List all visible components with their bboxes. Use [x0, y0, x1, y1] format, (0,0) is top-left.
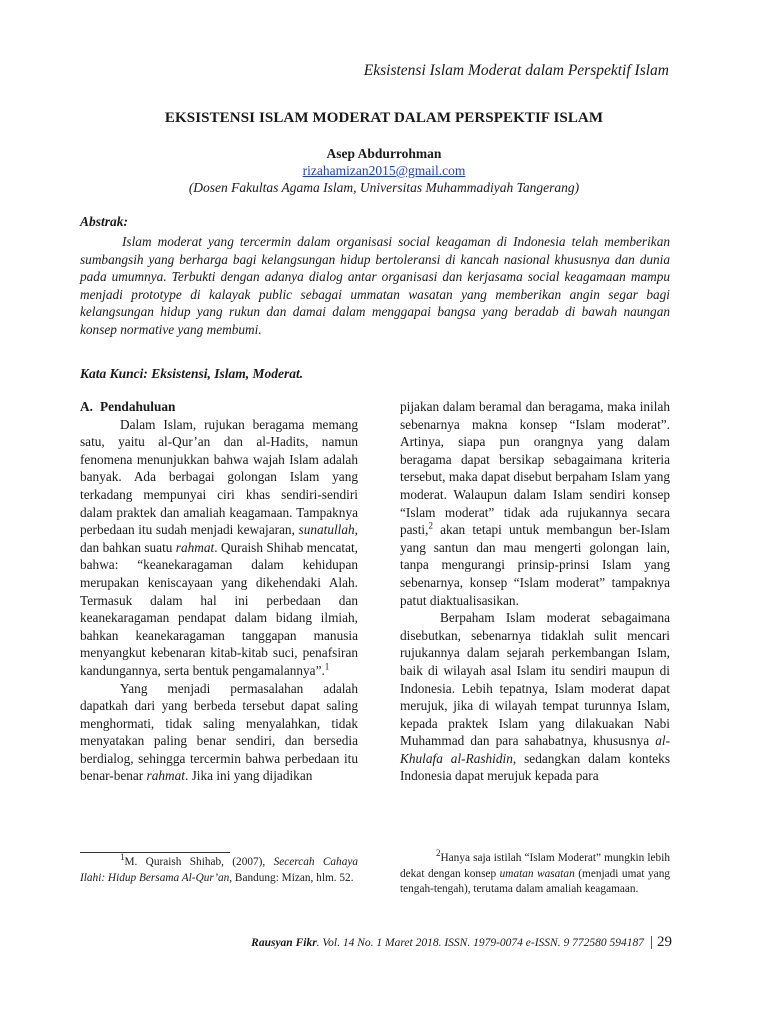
author-name: Asep Abdurrohman — [326, 146, 442, 161]
page-footer — [251, 934, 672, 951]
footnote-number: 2 — [436, 848, 441, 859]
paper-title: EKSISTENSI ISLAM MODERAT DALAM PERSPEKTIF ISLAM — [164, 110, 604, 126]
author-affiliation: (Dosen Fakultas Agama Islam, Universitas Muhammadiyah Tangerang) — [188, 180, 580, 195]
journal-name: Rausyan Fikr — [251, 937, 317, 949]
abstract-text: Islam moderat yang tercermin dalam organisasi social keagaman di Indonesia telah memberikan sumbangsih yang berharga bagi kelangsungan hidup bertoleransi di kancah nasional khususnya dan dunia pada umumnya. Terbukti dengan adanya dialog antar organisasi dan kerjasama social keagamaan mampu menjadi prototype di kalayak public sebagai ummatan wasatan yang memberikan angin segar bagi kelangsungan hidup yang rukun dan damai dalam menggapai bangsa yang beradab di bawah naungan konsep normative yang membumi. — [80, 234, 670, 337]
text-span: , Bandung: Mizan, hlm. 52. — [229, 871, 354, 884]
italic-term: al-Khulafa al-Rashidin — [400, 733, 671, 766]
text-span: , dan bahkan suatu — [80, 522, 358, 555]
footnote-number: 1 — [120, 852, 125, 863]
italic-term: rahmat — [175, 539, 215, 555]
footnote-ref[interactable]: 2 — [428, 520, 433, 531]
author-email — [0, 163, 768, 179]
footnote-divider — [80, 852, 230, 853]
section-heading — [80, 398, 358, 416]
footnote-1 — [80, 852, 358, 886]
text-span: Hanya saja istilah “Islam Moderat” mungkin lebih dekat dengan konsep — [400, 852, 670, 880]
paragraph — [400, 609, 670, 785]
italic-term: rahmat — [146, 768, 185, 784]
italic-term: umatan wasatan — [499, 867, 575, 880]
footer-separator: | — [649, 934, 653, 950]
text-span: . Jika ini yang dijadikan — [184, 768, 313, 784]
text-span: , sedangkan dalam konteks Indonesia dapat merujuk kepada para — [400, 750, 670, 784]
section-number: A. — [80, 399, 93, 414]
page-number: 29 — [657, 934, 672, 950]
text-span: Dalam Islam, rujukan beragama memang satu, yaitu al-Qur’an dan al-Hadits, namun fenomena menunjukkan bahwa wajah Islam adalah banyak. Ada berbagai golongan Islam yang terkadang mempunyai ciri khas sendiri-sendiri dalam praktek dan amaliah keagamaan. Tampaknya perbedaan itu sudah menjadi kewajaran, — [80, 416, 358, 538]
paragraph — [400, 398, 670, 609]
section-title: Pendahuluan — [100, 399, 176, 414]
journal-details: . Vol. 14 No. 1 Maret 2018. ISSN. 1979-0074 e-ISSN. 9 772580 594187 — [316, 937, 644, 949]
text-span: (menjadi umat yang tengah-tengah), terutama dalam amaliah keagamaan. — [400, 867, 670, 895]
italic-term: sunatullah — [298, 522, 355, 538]
text-span: Yang menjadi permasalahan adalah dapatkah dari yang berbeda tersebut dapat saling menghormati, tidak saling menyalahkan, tidak menyatakan paling benar sendiri, dan bersedia berdialog, sehingga tercermin bahwa perbedaan itu benar-benar — [80, 680, 358, 784]
paragraph — [80, 680, 358, 786]
text-span: M. Quraish Shihab, (2007), — [124, 856, 266, 868]
right-column — [400, 398, 670, 785]
email-link[interactable]: rizahamizan2015@gmail.com — [302, 163, 466, 178]
text-span: Berpaham Islam moderat sebagaimana disebutkan, sebenarnya tidaklah sulit mencari rujukannya dalam sejarah perkembangan Islam, baik di wilayah asal Islam itu sendiri maupun di Indonesia. Lebih tepatnya, Islam moderat dapat merujuk, jika di wilayah tempat turunnya Islam, kepada praktek Islam yang dilakuakan Nabi Muhammad dan para sahabatnya, khususnya — [400, 610, 670, 749]
keywords: Kata Kunci: Eksistensi, Islam, Moderat. — [80, 366, 304, 381]
footnote-ref[interactable]: 1 — [324, 661, 330, 672]
text-span: akan tetapi untuk membangun ber-Islam yang santun dan mau mengerti golongan lain, tanpa mengurangi prinsip-prinsi Islam yang sebenarnya, konsep “Islam moderat” tampaknya patut diaktualisasikan. — [400, 522, 670, 608]
italic-term: Secercah Cahaya Ilahi: Hidup Bersama Al-Qur’an — [80, 856, 358, 884]
abstract-label: Abstrak: — [80, 214, 129, 229]
running-head: Eksistensi Islam Moderat dalam Perspektif Islam — [363, 62, 669, 79]
left-column — [80, 398, 358, 785]
paragraph — [80, 416, 358, 680]
footnote-2 — [400, 848, 670, 898]
text-span: . Quraish Shihab mencatat, bahwa: “keanekaragaman dalam kehidupan merupakan keniscayaan yang dikehendaki Alah. Termasuk dalam hal ini perbedaan dan keanekaragaman pendapat dalam bidang ilmiah, bahkan keanekaragaman tanggapan manusia menyangkut kebenaran kitab-kitab suci, penafsiran kandungannya, serta bentuk pengamalannya”. — [80, 539, 358, 678]
text-span: pijakan dalam beramal dan beragama, maka inilah sebenarnya makna konsep “Islam moderat”. Artinya, siapa pun orangnya yang dalam beragama dapat bersikap sebagaimana kriteria tersebut, maka dapat disebut berpaham Islam yang moderat. Walaupun dalam Islam sendiri konsep “Islam moderat” tidak ada rujukannya secara pasti, — [400, 399, 670, 538]
